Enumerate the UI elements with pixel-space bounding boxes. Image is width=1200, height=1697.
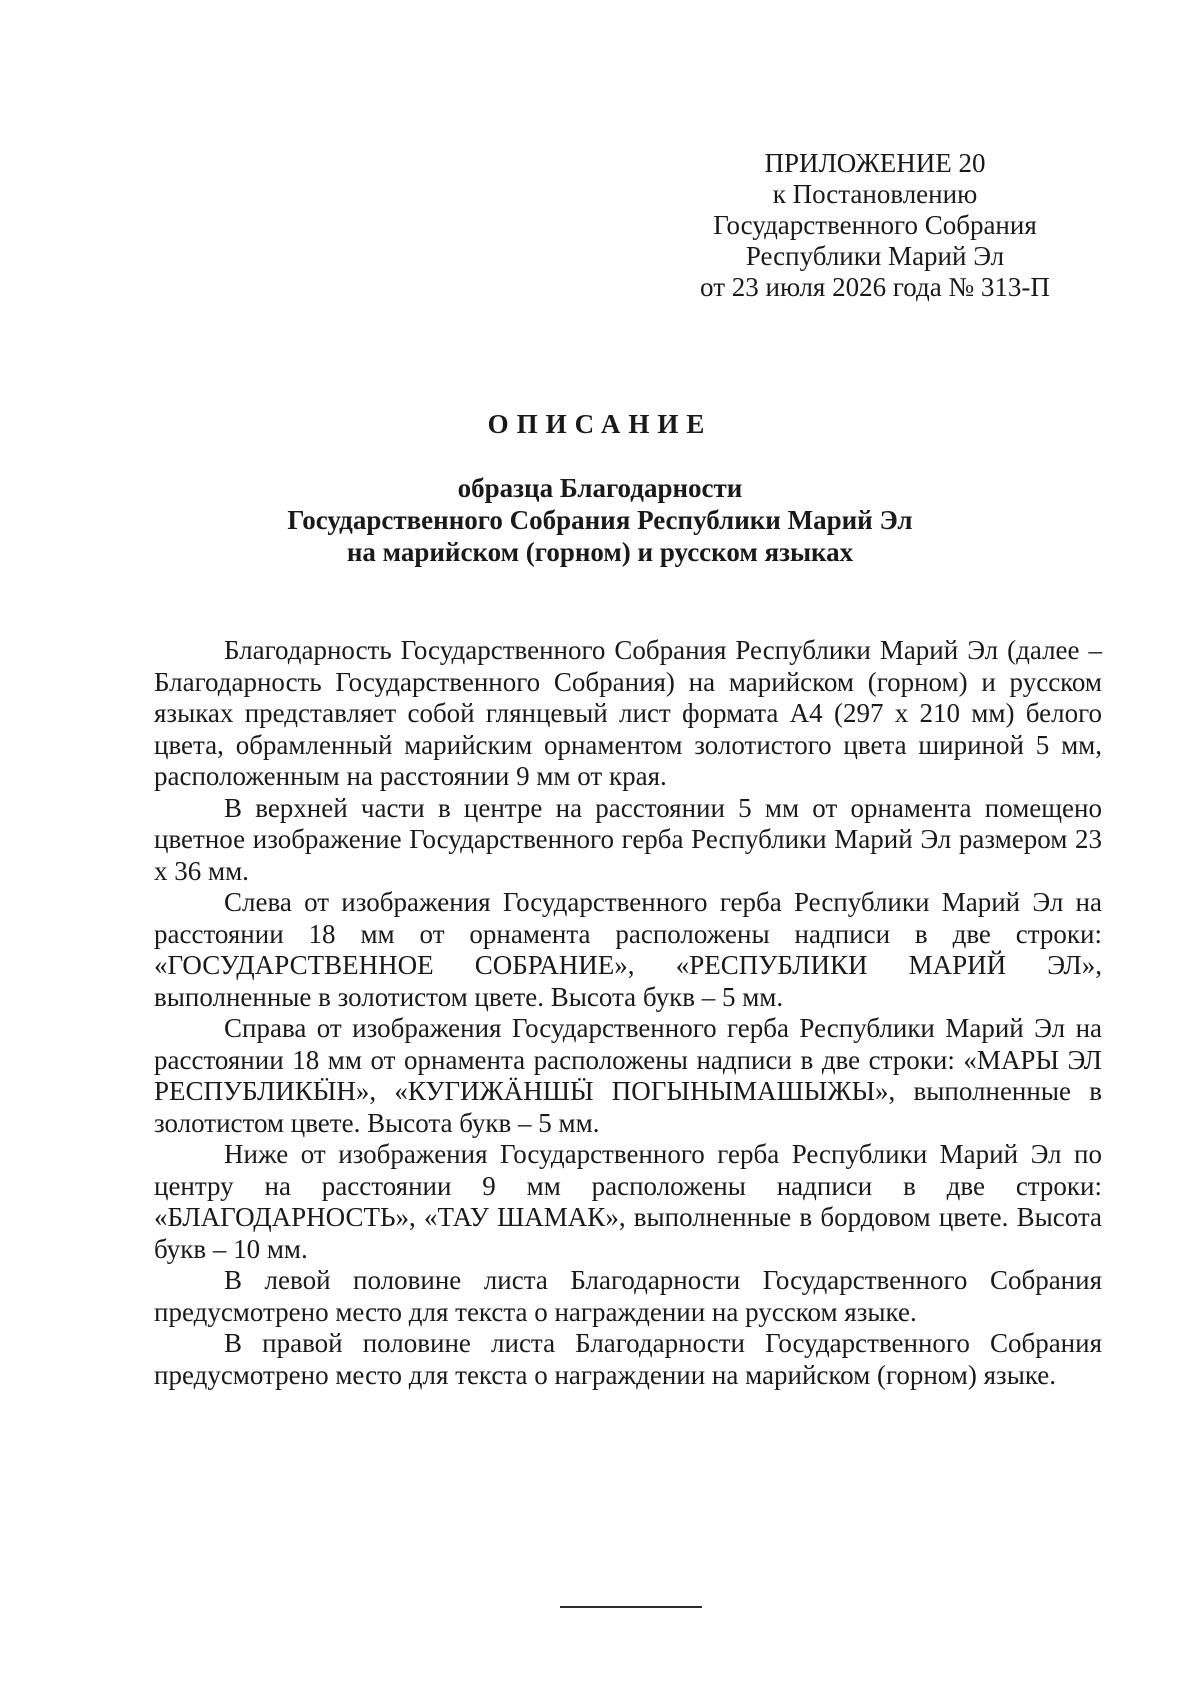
body-paragraph: Слева от изображения Государственного герба Республики Марий Эл на расстоянии 18 мм от орнамента расположены надписи в две строки: «ГОСУДАРСТВЕННОЕ СОБРАНИЕ», «РЕСПУБЛИКИ МАРИЙ ЭЛ», выполненные в золотистом цвете. Высота букв – 5 мм. <box>154 887 1102 1012</box>
appendix-line: Республики Марий Эл <box>745 241 1005 271</box>
appendix-line: от 23 июля 2026 года № 313-П <box>700 272 1050 302</box>
appendix-header <box>680 148 1070 303</box>
subtitle-line: образца Благодарности <box>457 473 743 503</box>
subtitle-line: на марийском (горном) и русском языках <box>346 537 854 567</box>
document-body <box>154 635 1102 1391</box>
appendix-line: к Постановлению <box>772 179 978 209</box>
body-paragraph: Ниже от изображения Государственного герба Республики Марий Эл по центру на расстоянии 9 мм расположены надписи в две строки: «БЛАГОДАРНОСТЬ», «ТАУ ШАМАК», выполненные в бордовом цвете. Высота букв – 10 мм. <box>154 1139 1102 1264</box>
body-paragraph: В верхней части в центре на расстоянии 5 мм от орнамента помещено цветное изображение Государственного герба Республики Марий Эл размером 23 x 36 мм. <box>154 792 1102 886</box>
body-paragraph: Благодарность Государственного Собрания Республики Марий Эл (далее – Благодарность Государственного Собрания) на марийском (горном) и русском языках представляет собой глянцевый лист формата А4 (297 x 210 мм) белого цвета, обрамленный марийским орнаментом золотистого цвета шириной 5 мм, расположенным на расстоянии 9 мм от края. <box>154 635 1102 791</box>
body-paragraph: В левой половине листа Благодарности Государственного Собрания предусмотрено место для текста о награждении на русском языке. <box>154 1265 1102 1327</box>
closing-divider <box>560 1606 702 1608</box>
subtitle-line: Государственного Собрания Республики Марий Эл <box>287 505 913 535</box>
document-title: ОПИСАНИЕ <box>487 409 713 439</box>
appendix-line: ПРИЛОЖЕНИЕ 20 <box>764 148 986 178</box>
body-paragraph: В правой половине листа Благодарности Государственного Собрания предусмотрено место для текста о награждении на марийском (горном) языке. <box>154 1328 1102 1390</box>
appendix-line: Государственного Собрания <box>713 210 1037 240</box>
body-paragraph: Справа от изображения Государственного герба Республики Марий Эл на расстоянии 18 мм от орнамента расположены надписи в две строки: «МАРЫ ЭЛ РЕСПУБЛИКӸН», «КУГИЖӒНШӸ ПОГЫНЫМАШЫЖЫ», выполненные в золотистом цвете. Высота букв – 5 мм. <box>154 1013 1102 1138</box>
document-subtitle <box>0 472 1200 568</box>
